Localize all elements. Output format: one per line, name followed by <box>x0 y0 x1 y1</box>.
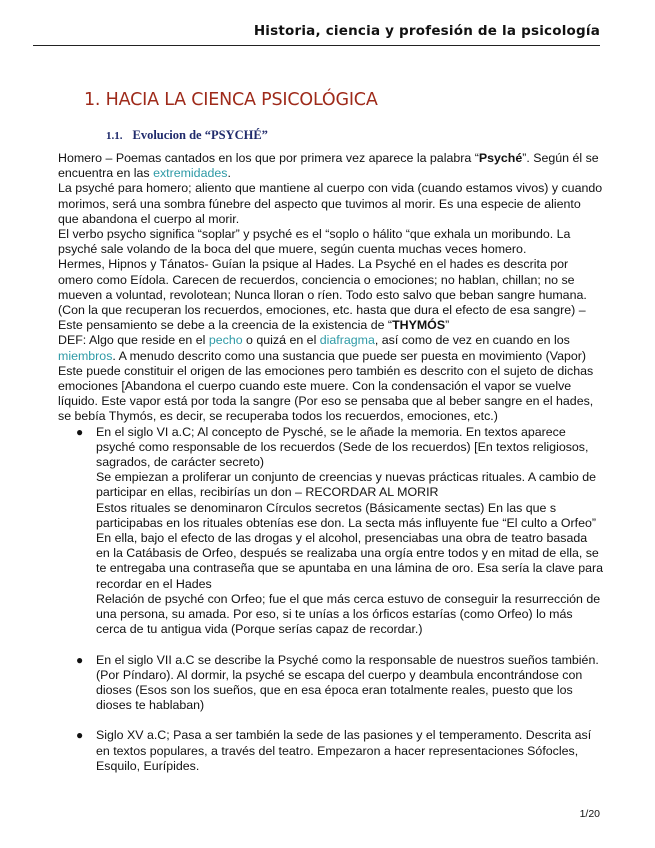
text-run: Homero – Poemas cantados en los que por primera vez aparece la palabra “ <box>58 151 479 165</box>
list-item-text: Se empiezan a proliferar un conjunto de creencias y nuevas prácticas rituales. A cambio de participar en ellas, recibirías un don – RECORDAR AL MORIR <box>96 470 597 500</box>
paragraph-hades <box>58 257 603 333</box>
list-item-text: Relación de psyché con Orfeo; fue el que más cerca estuvo de conseguir la resurrección de una persona, su amada. Por eso, si te unías a los órficos estarías (como Orfeo) lo más cerca de tu antigua vida (Porque serías capaz de recordar.) <box>96 591 601 637</box>
running-header-title: Historia, ciencia y profesión de la psicología <box>253 23 600 39</box>
text-run: DEF: Algo que reside en el <box>58 333 209 348</box>
list-item-text: En el siglo VII a.C se describe la Psyché como la responsable de nuestros sueños también. (Por Píndaro). Al dormir, la psyché se escapa del cuerpo y deambula encontrándose con dioses (Esos son los sueños, que en esa época eran totalmente reales, puesto que los dioses te hablaban) <box>96 652 599 713</box>
paragraph-definition <box>58 333 603 424</box>
section-heading: 1. HACIA LA CIENCA PSICOLÓGICA <box>84 90 378 110</box>
term-thymos: THYMÓS <box>392 318 446 333</box>
text-run: . A menudo descrito como una sustancia que puede ser puesta en movimiento (Vapor) Este puede constituir el origen de las emociones pero también es descrito con el sujeto de dichas emociones [Abandona el cuerpo cuando este muere. Con la condensación el vapor se vuelve líquido. Este vapor está por toda la sangre (Por eso se pensaba que al beber sangre en el hades, se bebía Thymós, es decir, se recuperaba todos los recuerdos, emociones, etc.) <box>58 348 594 424</box>
subsection-number: 1.1. <box>106 130 123 142</box>
text-run: Hermes, Hipnos y Tánatos- Guían la psique al Hades. La Psyché en el hades es descrita por omero como Eídola. Carecen de recuerdos, conciencia o emociones; no hablan, chillan; no se mueven a voluntad, revolotean; Nunca lloran o ríen. Todo esto salvo que beban sangre humana. (Con la que recuperan los recuerdos, emociones, etc. hasta que dura el efecto de esa sangre) – Este pensamiento se debe a la creencia de la existencia de “ <box>58 257 587 333</box>
paragraph-homero <box>58 151 603 181</box>
text-run: ”. Según él se encuentra en las <box>58 151 599 181</box>
subsection-heading <box>106 128 268 143</box>
list-item-text: En el siglo VI a.C; Al concepto de Pysché, se le añade la memoria. En textos aparece psyché como responsable de los recuerdos (Sede de los recuerdos) [En textos religiosos, sagrados, de carácter secreto) <box>96 424 589 470</box>
document-body <box>58 151 603 774</box>
subsection-title: Evolucion de “PSYCHÉ” <box>132 128 268 142</box>
list-item-text: Siglo XV a.C; Pasa a ser también la sede de las pasiones y el temperamento. Descrita así en textos populares, a través del teatro. Empezaron a hacer representaciones Sófocles, Esquilo, Eurípides. <box>96 728 592 773</box>
text-run: , así como de vez en cuando en los <box>374 333 570 348</box>
page-number: 1/20 <box>579 808 600 820</box>
list-item-text: Estos rituales se denominaron Círculos secretos (Básicamente sectas) En las que s participabas en los rituales obtenías ese don. La secta más influyente fue “El culto a Orfeo” <box>96 500 597 530</box>
highlight-extremidades: extremidades <box>153 166 228 181</box>
text-run: o quizá en el <box>242 333 320 348</box>
highlight-miembros: miembros <box>58 348 113 363</box>
bullet-icon: ● <box>76 424 84 439</box>
paragraph-verbo-psycho: El verbo psycho significa “soplar” y psyché es el “soplo o hálito “que exhala un moribundo. La psyché sale volando de la boca del que muere, según cuenta muchas veces homero. <box>58 227 571 257</box>
header-divider <box>33 45 600 46</box>
bullet-icon: ● <box>76 728 84 743</box>
list-item-text: En ella, bajo el efecto de las drogas y el alcohol, presenciabas una obra de teatro basada en la Catábasis de Orfeo, después se realizaba una orgía entre todos y en mitad de ella, se te entregaba una contraseña que se apuntaba en una lámina de oro. Esa sería la clave para recordar en el Hades <box>96 531 603 591</box>
highlight-diafragma: diafragma <box>319 333 375 348</box>
list-item <box>58 425 603 638</box>
bullet-icon: ● <box>76 652 84 667</box>
list-spacer <box>58 713 603 728</box>
list-spacer <box>58 638 603 653</box>
list-item <box>58 653 603 714</box>
text-run: . <box>227 166 231 181</box>
bullet-list <box>58 425 603 774</box>
paragraph-psyche-homero: La psyché para homero; aliento que mantiene al cuerpo con vida (cuando estamos vivos) y cuando morimos, será una sombra fúnebre del aspecto que tuvimos al morir. Es una especie de aliento que abandona el cuerpo al morir. <box>58 181 603 226</box>
highlight-pecho: pecho <box>208 333 243 348</box>
text-run: ” <box>445 318 450 333</box>
term-psyche: Psyché <box>478 151 523 165</box>
list-item <box>58 728 603 774</box>
